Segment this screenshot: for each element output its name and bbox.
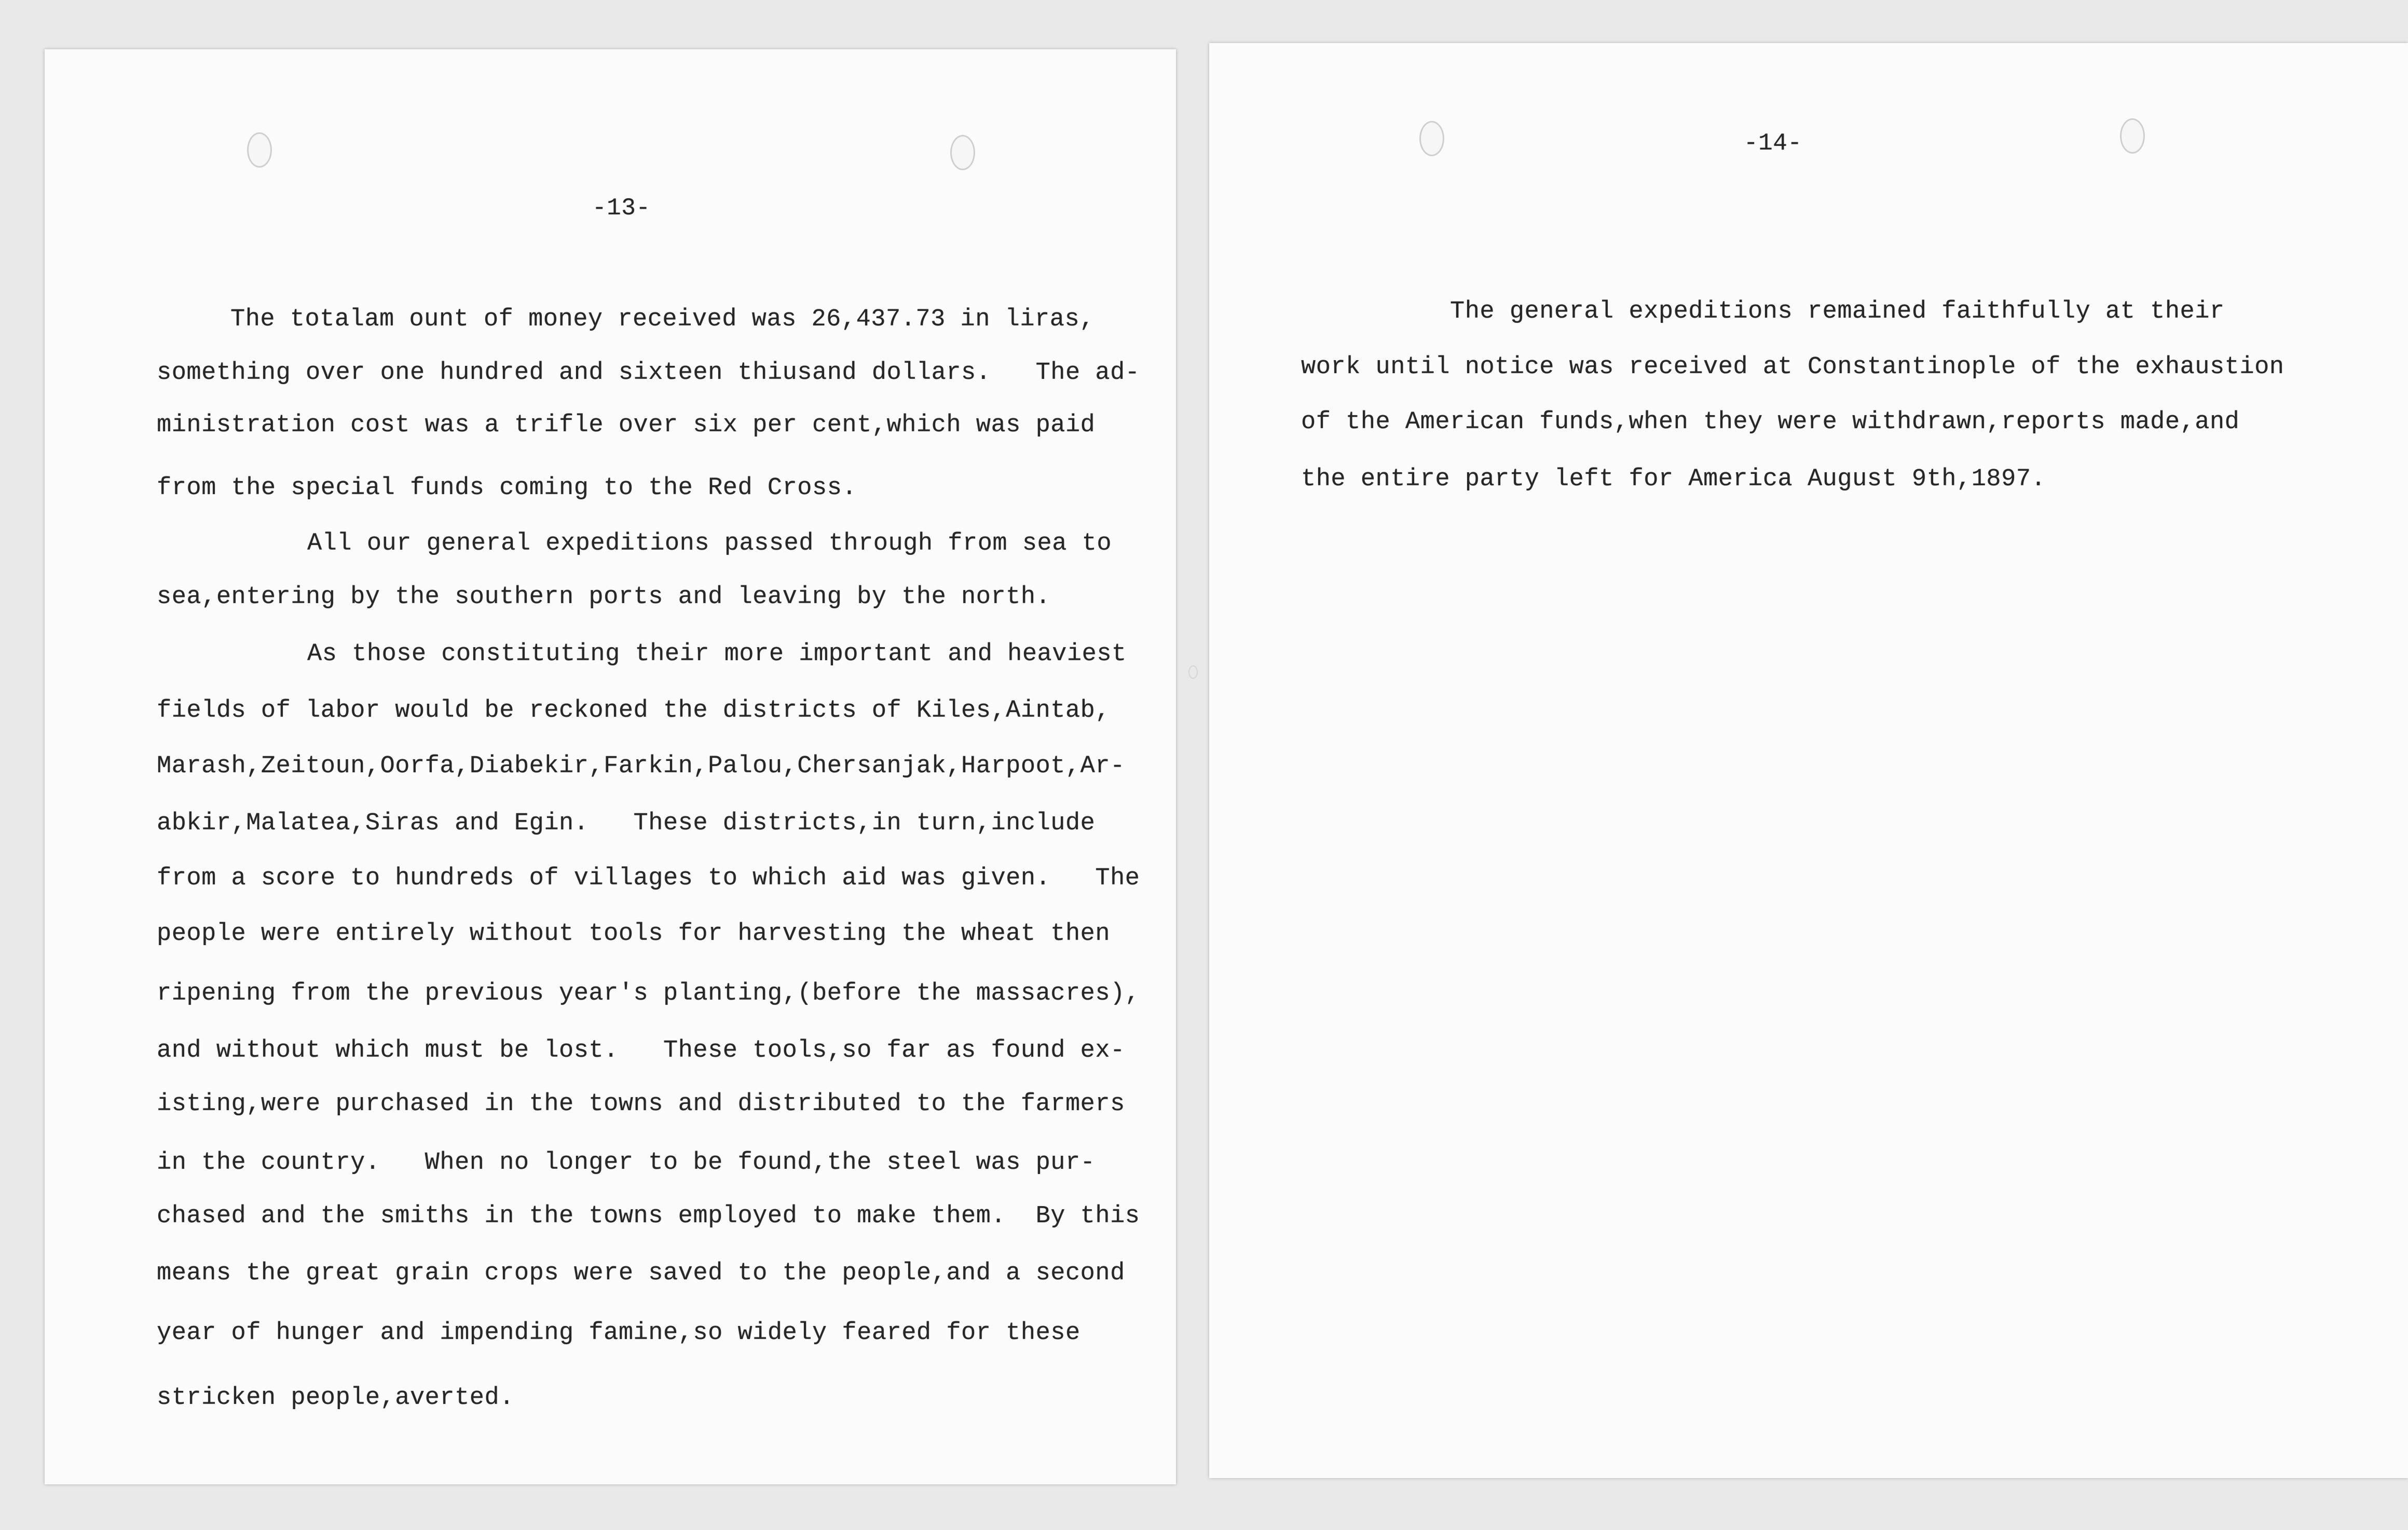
punch-hole-icon xyxy=(247,132,272,168)
paper-mark-icon xyxy=(1188,665,1198,679)
text-line: from the special funds coming to the Red Cross. xyxy=(157,474,857,502)
text-line: work until notice was received at Constantinople of the exhaustion xyxy=(1301,353,2284,381)
document-page-13 xyxy=(45,49,1176,1484)
punch-hole-icon xyxy=(2120,118,2145,154)
text-line: abkir,Malatea,Siras and Egin. These districts,in turn,include xyxy=(157,810,1096,837)
text-line: of the American funds,when they were withdrawn,reports made,and xyxy=(1301,408,2240,436)
page-number: -13- xyxy=(592,195,651,222)
text-line: The totalam ount of money received was 26,437.73 in liras, xyxy=(230,306,1094,333)
text-line: and without which must be lost. These tools,so far as found ex- xyxy=(157,1037,1125,1064)
text-line: chased and the smiths in the towns employed to make them. By this xyxy=(157,1203,1140,1230)
text-line: As those constituting their more important and heaviest xyxy=(307,640,1127,668)
text-line: from a score to hundreds of villages to which aid was given. The xyxy=(157,865,1140,892)
text-line: ministration cost was a trifle over six per cent,which was paid xyxy=(157,412,1096,439)
text-line: the entire party left for America August 9th,1897. xyxy=(1301,466,2046,493)
text-line: stricken people,averted. xyxy=(157,1384,514,1412)
punch-hole-icon xyxy=(950,135,975,170)
text-line: ripening from the previous year's planting,(before the massacres), xyxy=(157,980,1140,1007)
text-line: fields of labor would be reckoned the districts of Kiles,Aintab, xyxy=(157,697,1111,725)
punch-hole-icon xyxy=(1419,121,1444,156)
text-line: year of hunger and impending famine,so widely feared for these xyxy=(157,1319,1080,1347)
text-line: means the great grain crops were saved to the people,and a second xyxy=(157,1260,1125,1287)
text-line: people were entirely without tools for harvesting the wheat then xyxy=(157,920,1111,948)
text-line: something over one hundred and sixteen thiusand dollars. The ad- xyxy=(157,359,1140,387)
text-line: All our general expeditions passed through from sea to xyxy=(307,530,1112,557)
text-line: in the country. When no longer to be found,the steel was pur- xyxy=(157,1149,1096,1177)
text-line: Marash,Zeitoun,Oorfa,Diabekir,Farkin,Palou,Chersanjak,Harpoot,Ar- xyxy=(157,753,1125,780)
text-line: The general expeditions remained faithfully at their xyxy=(1450,298,2225,325)
text-line: sea,entering by the southern ports and leaving by the north. xyxy=(157,583,1051,611)
text-line: isting,were purchased in the towns and distributed to the farmers xyxy=(157,1090,1125,1118)
document-page-14 xyxy=(1209,43,2408,1478)
page-number: -14- xyxy=(1744,130,1802,157)
